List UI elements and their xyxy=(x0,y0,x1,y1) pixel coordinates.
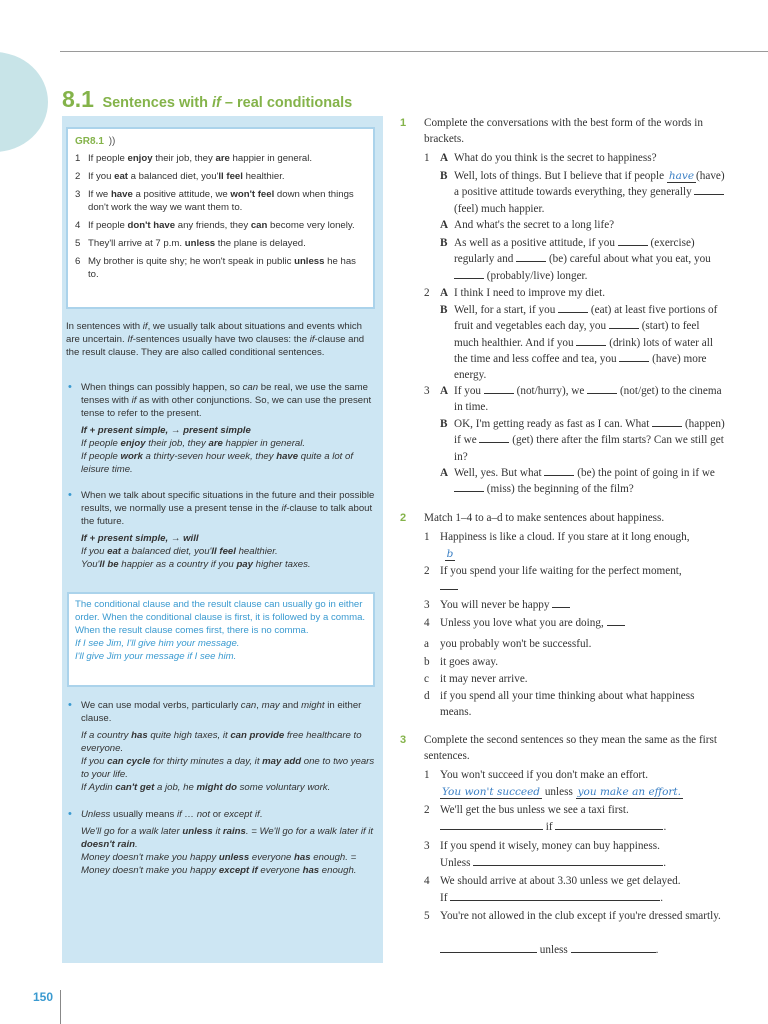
conversation-line: OK, I'm getting ready as fast as I can. What (happen) if we (get) there after the film starts? Can we still get in? xyxy=(454,418,725,463)
header-rule xyxy=(60,51,768,52)
answer-gap[interactable] xyxy=(609,318,639,329)
bullet-dot: • xyxy=(68,489,72,501)
grammar-example: 1 If people enjoy their job, they are happier in general. xyxy=(75,153,313,164)
bullet-dot: • xyxy=(68,808,72,820)
example-line: If a country has quite high taxes, it can provide free healthcare to everyone. xyxy=(81,730,362,754)
rewrite-prompt: We should arrive at about 3.30 unless we get delayed. xyxy=(440,875,681,887)
match-item: If you spend your life waiting for the perfect moment, xyxy=(440,565,682,577)
speaker-b: B xyxy=(440,170,448,182)
answer-gap[interactable] xyxy=(694,184,724,195)
intro-paragraph: In sentences with if, we usually talk about situations and events which are uncertain. If-sentences usually have two clauses: the if-clause and the result clause. They are also called conditional sentences. xyxy=(66,321,365,358)
rewrite-prompt: You won't succeed if you don't make an effort. xyxy=(440,769,649,781)
exercise-2-instruction: Match 1–4 to a–d to make sentences about happiness. xyxy=(424,512,665,524)
grammar-example-number: 5 xyxy=(75,238,81,249)
option-letter: b xyxy=(424,656,430,668)
item-number: 4 xyxy=(424,617,430,629)
example-line: If people work a thirty-seven hour week, they have quite a lot of leisure time. xyxy=(81,451,354,475)
grammar-example: 2 If you eat a balanced diet, you'll feel healthier. xyxy=(75,171,285,182)
exercise-3-number: 3 xyxy=(400,734,407,746)
example-line: If you can cycle for thirty minutes a day, it may add one to two years to your life. xyxy=(81,756,375,780)
decorative-circle xyxy=(0,52,48,152)
answer-gap[interactable] xyxy=(454,481,484,492)
rewrite-answer[interactable]: Unless . xyxy=(440,857,667,869)
speaker-b: B xyxy=(440,418,448,430)
speaker-a: A xyxy=(440,152,449,164)
match-answer[interactable] xyxy=(440,579,458,595)
exercise-3-instruction: Complete the second sentences so they mean the same as the first sentences. xyxy=(424,734,717,763)
item-number: 3 xyxy=(424,599,430,611)
option-letter: d xyxy=(424,690,430,702)
answer-gap[interactable] xyxy=(479,432,509,443)
answer-gap[interactable] xyxy=(587,383,617,394)
grammar-examples-box xyxy=(66,127,375,309)
page-title: 8.1 Sentences with if – real conditionals xyxy=(62,86,353,112)
item-number: 5 xyxy=(424,910,430,922)
page-number-divider xyxy=(60,990,61,1024)
conversation-line: As well as a positive attitude, if you (exercise) regularly and (be) careful about what you eat, you (probably/live) longer. xyxy=(454,237,711,282)
item-number: 3 xyxy=(424,840,430,852)
answer-gap-filled[interactable]: have xyxy=(668,170,695,182)
match-answer[interactable] xyxy=(607,615,625,626)
answer-gap[interactable] xyxy=(484,383,514,394)
speaker-waves-icon[interactable]: )) xyxy=(108,136,116,147)
answer-gap[interactable] xyxy=(454,268,484,279)
conversation-line: And what's the secret to a long life? xyxy=(454,219,615,231)
item-number: 1 xyxy=(424,531,430,543)
bullet-unless: • Unless usually means if … not or except if. We'll go for a walk later unless it rains. = We'll go for a walk later if it doesn't rain. Money doesn't make you happy unless everyone has enough. = Money doesn't make you happy except if everyone has enough. xyxy=(68,808,378,877)
grammar-example: 6 My brother is quite shy; he won't speak in public unless he has to. xyxy=(75,256,356,280)
match-option: it goes away. xyxy=(440,656,498,668)
page-number: 150 xyxy=(33,990,54,1004)
grammar-example: 4 If people don't have any friends, they can become very lonely. xyxy=(75,220,355,231)
example-line: If Aydin can't get a job, he might do some voluntary work. xyxy=(81,782,331,793)
rewrite-answer[interactable]: If . xyxy=(440,892,664,904)
grammar-example-number: 3 xyxy=(75,189,81,200)
item-number: 4 xyxy=(424,875,430,887)
formula-future: If + present simple, → will xyxy=(81,533,199,544)
rewrite-prompt: We'll get the bus unless we see a taxi first. xyxy=(440,804,629,816)
item-number: 2 xyxy=(424,804,430,816)
match-option: if you spend all your time thinking about what happiness means. xyxy=(440,690,695,719)
match-item: You will never be happy xyxy=(440,597,730,613)
rewrite-prompt: If you spend it wisely, money can buy happiness. xyxy=(440,840,660,852)
grammar-example-number: 2 xyxy=(75,171,81,182)
bullet-real-situations: • When things can possibly happen, so can be real, we use the same tenses with if as with other conjunctions. So, we can use the present tense to refer to the present. If + present simple, → present simple If people enjoy their job, they are happier in general. If people work a thirty-seven hour week, they have quite a lot of leisure time. xyxy=(68,381,378,476)
example-line: You'll be happier as a country if you pay higher taxes. xyxy=(81,559,311,570)
answer-gap[interactable] xyxy=(558,302,588,313)
exercise-2-number: 2 xyxy=(400,512,407,524)
item-number: 2 xyxy=(424,565,430,577)
conversation-line: Well, lots of things. But I believe that if people have (have) a positive attitude towards everything, they generally (feel) much happier. xyxy=(454,170,725,215)
bullet-dot: • xyxy=(68,699,72,711)
speaker-a: A xyxy=(440,385,449,397)
grammar-example-number: 1 xyxy=(75,153,81,164)
conversation-1-number: 1 xyxy=(424,152,430,164)
answer-gap[interactable] xyxy=(576,335,606,346)
answer-gap[interactable] xyxy=(618,235,648,246)
conversation-line: If you (not/hurry), we (not/get) to the cinema in time. xyxy=(454,385,722,414)
example-line: We'll go for a walk later unless it rains. = We'll go for a walk later if it doesn't rain. xyxy=(81,826,374,850)
exercise-1-instruction: Complete the conversations with the best form of the words in brackets. xyxy=(424,117,704,146)
grammar-example: 3 If we have a positive attitude, we won't feel down when things don't work the way we want them to. xyxy=(75,189,354,213)
answer-gap[interactable] xyxy=(516,251,546,262)
match-option: it may never arrive. xyxy=(440,673,528,685)
grammar-reference-label: GR8.1 xyxy=(75,136,104,147)
example-line: If you eat a balanced diet, you'll feel healthier. xyxy=(81,546,278,557)
match-answer[interactable] xyxy=(552,597,570,608)
rewrite-answer[interactable]: unless . xyxy=(440,942,730,958)
rewrite-prompt: You're not allowed in the club except if you're dressed smartly. xyxy=(440,910,721,922)
answer-gap[interactable] xyxy=(619,351,649,362)
speaker-b: B xyxy=(440,304,448,316)
bullet-future-situations: • When we talk about specific situations in the future and their possible results, we normally use a present tense in the if-clause to talk about the future. If + present simple, → will If you eat a balanced diet, you'll feel healthier. You'll be happier as a country if you pay higher taxes. xyxy=(68,489,378,571)
bullet-modal-verbs: • We can use modal verbs, particularly can, may and might in either clause. If a country has quite high taxes, it can provide free healthcare to everyone. If you can cycle for thirty minutes a day, it may add one to two years to your life. If Aydin can't get a job, he might do some voluntary work. xyxy=(68,699,378,794)
clause-order-note: The conditional clause and the result clause can usually go in either order. When the conditional clause is first, it is followed by a comma. When the result clause comes first, there is no comma. If I see Jim, I'll give him your message. I'll give Jim your message if I see him. xyxy=(67,592,375,687)
rewrite-answer[interactable]: You won't succeed unless you make an effort. xyxy=(442,786,681,798)
match-item: Unless you love what you are doing, xyxy=(440,615,730,631)
rewrite-answer[interactable]: if . xyxy=(440,819,730,835)
speaker-a: A xyxy=(440,287,449,299)
exercise-1-number: 1 xyxy=(400,117,407,129)
speaker-a: A xyxy=(440,467,449,479)
bullet-dot: • xyxy=(68,381,72,393)
item-number: 1 xyxy=(424,769,430,781)
formula-present: If + present simple, → present simple xyxy=(81,425,251,436)
grammar-example-number: 6 xyxy=(75,256,81,267)
match-answer[interactable]: b xyxy=(446,548,454,560)
example-line: Money doesn't make you happy unless everyone has enough. = Money doesn't make you happy except if everyone has enough. xyxy=(81,852,357,876)
answer-gap[interactable] xyxy=(652,416,682,427)
example-line: If people enjoy their job, they are happier in general. xyxy=(81,438,306,449)
grammar-example: 5 They'll arrive at 7 p.m. unless the plane is delayed. xyxy=(75,238,306,249)
speaker-b: B xyxy=(440,237,448,249)
speaker-a: A xyxy=(440,219,449,231)
conversation-3-number: 3 xyxy=(424,385,430,397)
conversation-line: I think I need to improve my diet. xyxy=(454,287,605,299)
match-option: you probably won't be successful. xyxy=(440,638,592,650)
conversation-2-number: 2 xyxy=(424,287,430,299)
conversation-line: Well, for a start, if you (eat) at least five portions of fruit and vegetables each day, you (start) to feel much healthier. And if you (drink) lots of water all the time and less coffee and tea, you (have) more energy. xyxy=(454,304,718,382)
match-item: Happiness is like a cloud. If you stare at it long enough, xyxy=(440,531,690,543)
grammar-example-number: 4 xyxy=(75,220,81,231)
conversation-line: What do you think is the secret to happiness? xyxy=(454,152,657,164)
conversation-line: Well, yes. But what (be) the point of going in if we (miss) the beginning of the film? xyxy=(454,467,715,496)
option-letter: c xyxy=(424,673,429,685)
answer-gap[interactable] xyxy=(544,465,574,476)
option-letter: a xyxy=(424,638,429,650)
